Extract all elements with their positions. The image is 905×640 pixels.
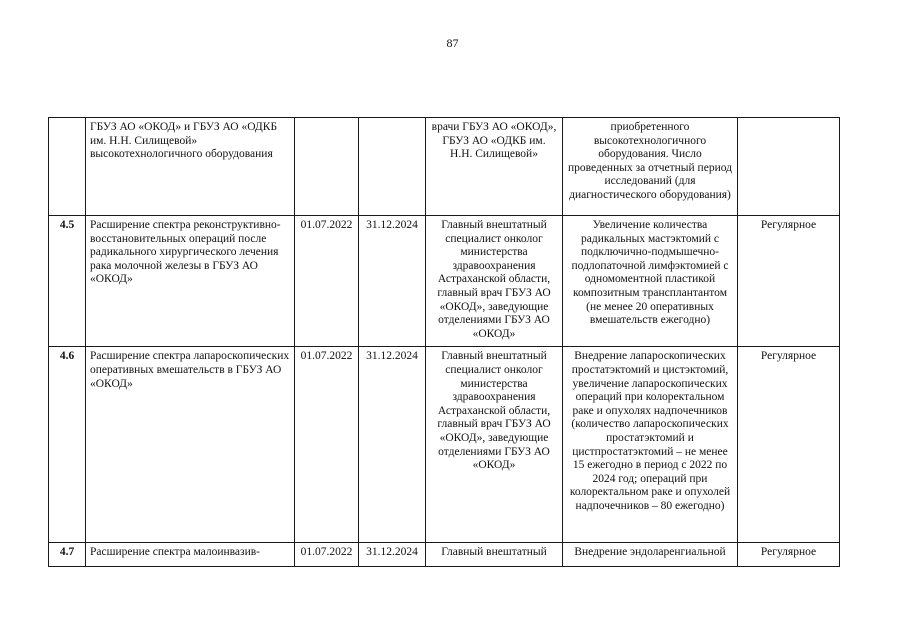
row-number — [49, 118, 86, 216]
measure-character: Регулярное — [738, 543, 840, 567]
measure-name: ГБУЗ АО «ОКОД» и ГБУЗ АО «ОДКБ им. Н.Н. Силищевой» высокотехнологичного оборудования — [86, 118, 295, 216]
responsible: Главный внештатный — [426, 543, 563, 567]
expected-result: Увеличение количества радикальных мастэктомий с подключично-подмышечно-подлопаточной лимфэктомией с одномоментной пластикой композитным трансплантантом (не менее 20 оперативных вмешательств ежегодно) — [563, 216, 738, 347]
row-number: 4.5 — [49, 216, 86, 347]
table-row — [49, 347, 840, 543]
row-number: 4.7 — [49, 543, 86, 567]
responsible: Главный внештатный специалист онколог министерства здравоохранения Астраханской области, главный врач ГБУЗ АО «ОКОД», заведующие отделениями ГБУЗ АО «ОКОД» — [426, 216, 563, 347]
measure-name: Расширение спектра реконструктивно-восстановительных операций после радикального хирургического лечения рака молочной железы в ГБУЗ АО «ОКОД» — [86, 216, 295, 347]
table-row — [49, 216, 840, 347]
end-date: 31.12.2024 — [359, 347, 426, 543]
measure-name: Расширение спектра лапароскопических оперативных вмешательств в ГБУЗ АО «ОКОД» — [86, 347, 295, 543]
measure-character: Регулярное — [738, 347, 840, 543]
start-date: 01.07.2022 — [295, 543, 359, 567]
responsible: Главный внештатный специалист онколог министерства здравоохранения Астраханской области, главный врач ГБУЗ АО «ОКОД», заведующие отделениями ГБУЗ АО «ОКОД» — [426, 347, 563, 543]
end-date — [359, 118, 426, 216]
expected-result: Внедрение эндоларенгиальной — [563, 543, 738, 567]
table-row — [49, 543, 840, 567]
page-number: 87 — [446, 36, 459, 50]
responsible: врачи ГБУЗ АО «ОКОД», ГБУЗ АО «ОДКБ им. Н.Н. Силищевой» — [426, 118, 563, 216]
end-date: 31.12.2024 — [359, 216, 426, 347]
expected-result: Внедрение лапароскопических простатэктомий и цистэктомий, увеличение лапароскопических операций при колоректальном раке и опухолях надпочечников (количество лапароскопических простатэктомий и цистпростатэктомий – не менее 15 ежегодно в период с 2022 по 2024 год; операций при колоректальном раке и опухолей надпочечников – 80 ежегодно) — [563, 347, 738, 543]
measure-character — [738, 118, 840, 216]
table-row — [49, 118, 840, 216]
plan-table — [48, 117, 840, 567]
measure-name: Расширение спектра малоинвазив- — [86, 543, 295, 567]
start-date: 01.07.2022 — [295, 347, 359, 543]
start-date: 01.07.2022 — [295, 216, 359, 347]
start-date — [295, 118, 359, 216]
end-date: 31.12.2024 — [359, 543, 426, 567]
expected-result: приобретенного высокотехнологичного оборудования. Число проведенных за отчетный период исследований (для диагностического оборудования) — [563, 118, 738, 216]
row-number: 4.6 — [49, 347, 86, 543]
measure-character: Регулярное — [738, 216, 840, 347]
